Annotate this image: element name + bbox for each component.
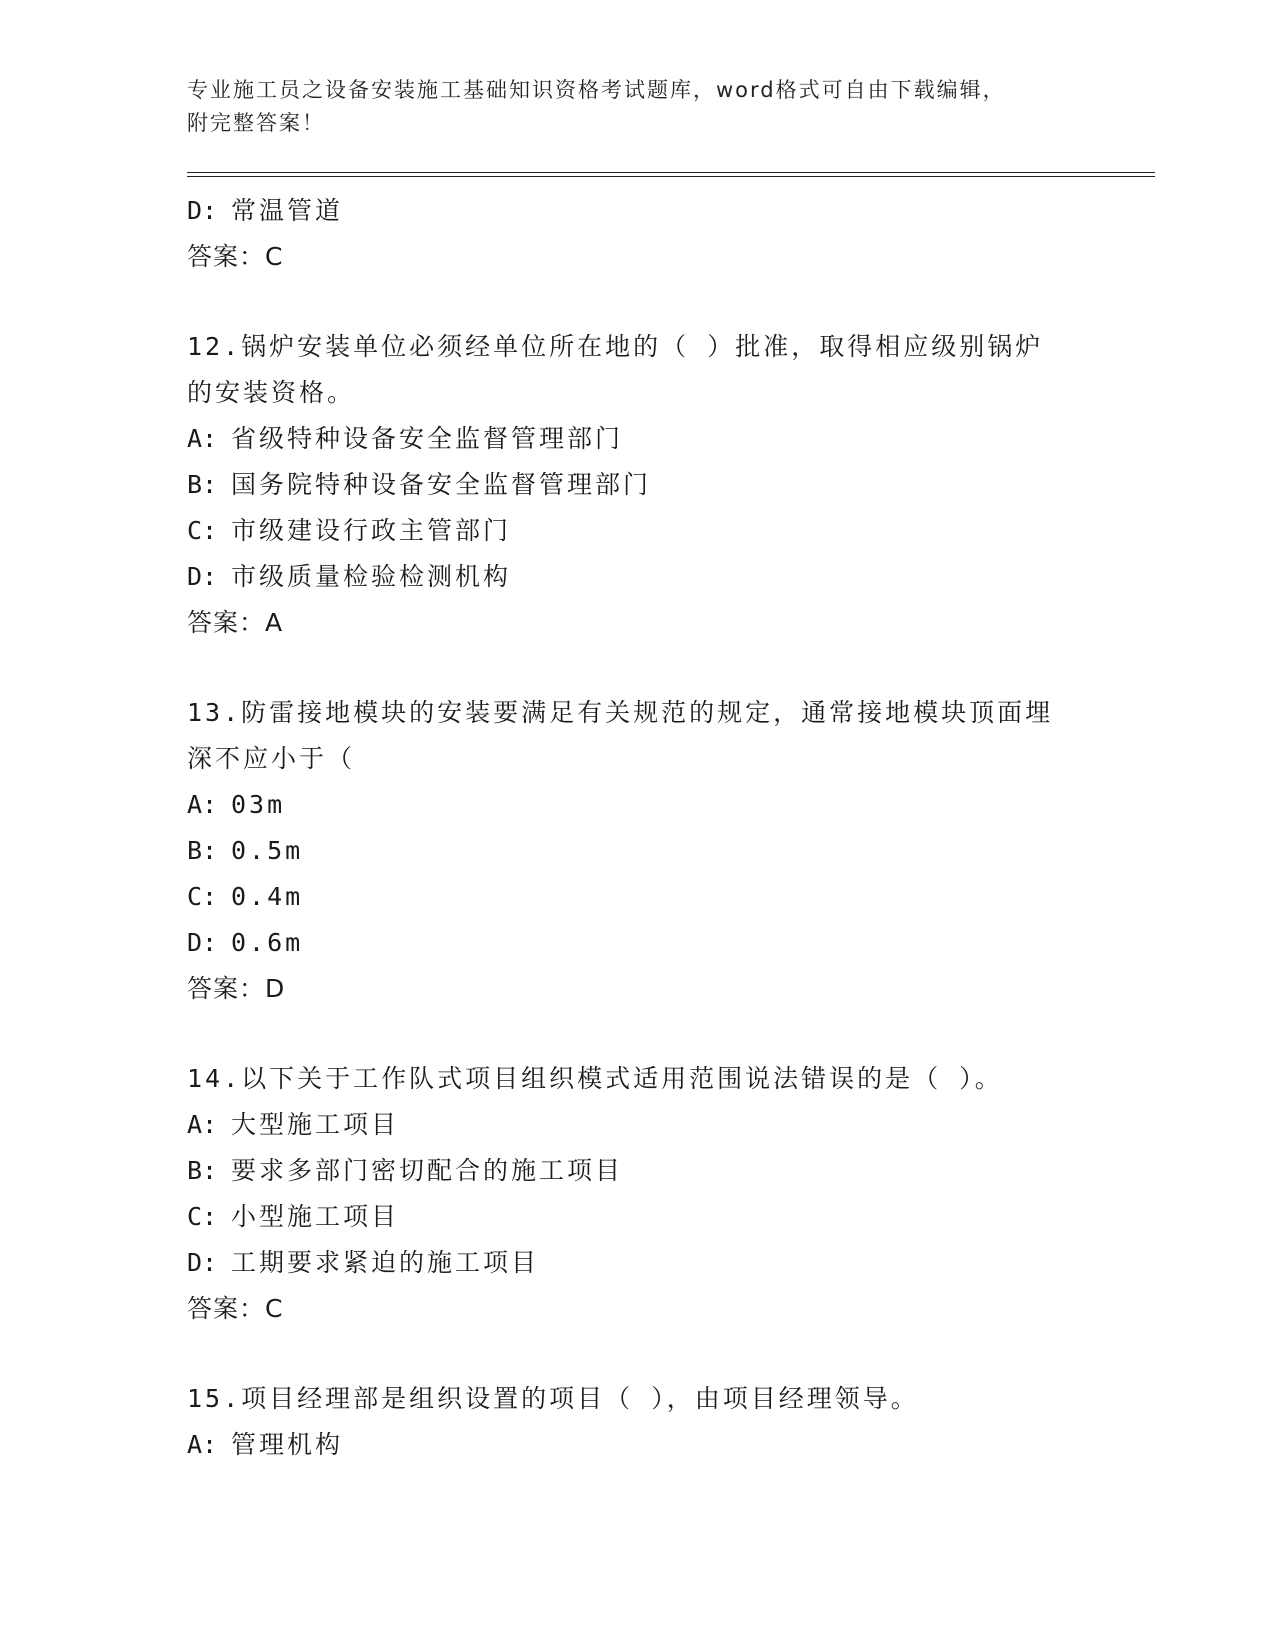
option-label: B: — [187, 836, 218, 865]
header-rule-top — [187, 172, 1155, 173]
header-rule-bottom — [187, 176, 1155, 177]
option-label: A: — [187, 1430, 218, 1459]
option-label: A: — [187, 1110, 218, 1139]
option-d — [187, 554, 1087, 600]
option-text: 小型施工项目 — [231, 1202, 400, 1231]
option-text: 省级特种设备安全监督管理部门 — [231, 424, 624, 453]
option-d — [187, 188, 1087, 234]
question-stem: 12.锅炉安装单位必须经单位所在地的（ ）批准，取得相应级别锅炉 — [187, 332, 1044, 361]
option-a — [187, 1102, 1087, 1148]
option-text: 0.5m — [231, 836, 304, 865]
option-label: C: — [187, 882, 218, 911]
question-stem: 深不应小于（ — [187, 744, 356, 773]
option-a — [187, 416, 1087, 462]
prev-question — [187, 188, 1087, 280]
option-label: B: — [187, 1156, 218, 1185]
question-stem: 15.项目经理部是组织设置的项目（ ），由项目经理领导。 — [187, 1384, 919, 1413]
option-label: D: — [187, 196, 218, 225]
option-text: 工期要求紧迫的施工项目 — [231, 1248, 540, 1277]
answer: 答案：A — [187, 608, 284, 637]
answer: 答案：C — [187, 1294, 284, 1323]
question-content — [187, 188, 1087, 1468]
option-text: 03m — [231, 790, 286, 819]
option-b — [187, 828, 1087, 874]
option-label: D: — [187, 562, 218, 591]
option-label: D: — [187, 928, 218, 957]
option-label: A: — [187, 790, 218, 819]
answer: 答案：C — [187, 242, 284, 271]
option-text: 0.6m — [231, 928, 304, 957]
option-text: 要求多部门密切配合的施工项目 — [231, 1156, 624, 1185]
option-c — [187, 1194, 1087, 1240]
option-text: 市级质量检验检测机构 — [231, 562, 512, 591]
question-12 — [187, 324, 1087, 646]
option-label: B: — [187, 470, 218, 499]
option-text: 市级建设行政主管部门 — [231, 516, 512, 545]
header-line-1: 专业施工员之设备安装施工基础知识资格考试题库，word格式可自由下载编辑， — [187, 78, 1006, 102]
option-label: D: — [187, 1248, 218, 1277]
option-text: 0.4m — [231, 882, 304, 911]
option-b — [187, 1148, 1087, 1194]
option-text: 国务院特种设备安全监督管理部门 — [231, 470, 652, 499]
option-b — [187, 462, 1087, 508]
option-text: 常温管道 — [231, 196, 344, 225]
question-stem: 13.防雷接地模块的安装要满足有关规范的规定，通常接地模块顶面埋 — [187, 698, 1054, 727]
question-14 — [187, 1056, 1087, 1332]
option-text: 大型施工项目 — [231, 1110, 400, 1139]
document-header — [187, 74, 1067, 140]
option-d — [187, 1240, 1087, 1286]
option-label: C: — [187, 516, 218, 545]
option-text: 管理机构 — [231, 1430, 344, 1459]
option-a — [187, 1422, 1087, 1468]
answer: 答案：D — [187, 974, 286, 1003]
question-stem: 14.以下关于工作队式项目组织模式适用范围说法错误的是（ ）。 — [187, 1064, 1003, 1093]
question-15 — [187, 1376, 1087, 1468]
option-d — [187, 920, 1087, 966]
option-a — [187, 782, 1087, 828]
option-c — [187, 508, 1087, 554]
question-stem: 的安装资格。 — [187, 378, 356, 407]
option-c — [187, 874, 1087, 920]
question-13 — [187, 690, 1087, 1012]
option-label: A: — [187, 424, 218, 453]
header-line-2: 附完整答案！ — [187, 111, 325, 135]
option-label: C: — [187, 1202, 218, 1231]
